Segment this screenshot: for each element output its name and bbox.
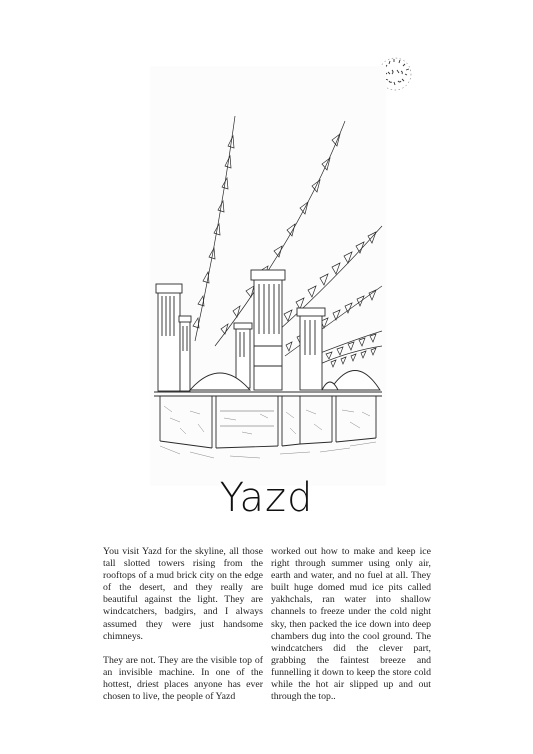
body-paragraph: They are not. They are the visible top of an invisible machine. In one of the hottest, driest places anyone has ever chosen to live, the people of Yazd [103, 654, 263, 703]
body-paragraph: worked out how to make and keep ice right through summer using only air, earth and water, and no fuel at all. They built huge domed mud ice pits called yakhchals, ran water into shallow channels to freeze under the cold night sky, then packed the ice down into deep chambers dug into the cool ground. The windcatchers did the clever part, grabbing the faintest breeze and funnelling it down to keep the store cold while the hot air slipped up and out through the top.. [271, 546, 431, 703]
windcatchers-illustration [150, 66, 386, 486]
page-title: Yazd [219, 475, 314, 521]
body-paragraph: You visit Yazd for the skyline, all those tall slotted towers rising from the rooftops of a mud brick city on the edge of the desert, and they really are beautiful against the light. They are windcatchers, badgirs, and I always assumed they were just handsome chimneys. [103, 546, 263, 642]
text-column-right [271, 546, 431, 715]
text-column-left [103, 546, 263, 715]
